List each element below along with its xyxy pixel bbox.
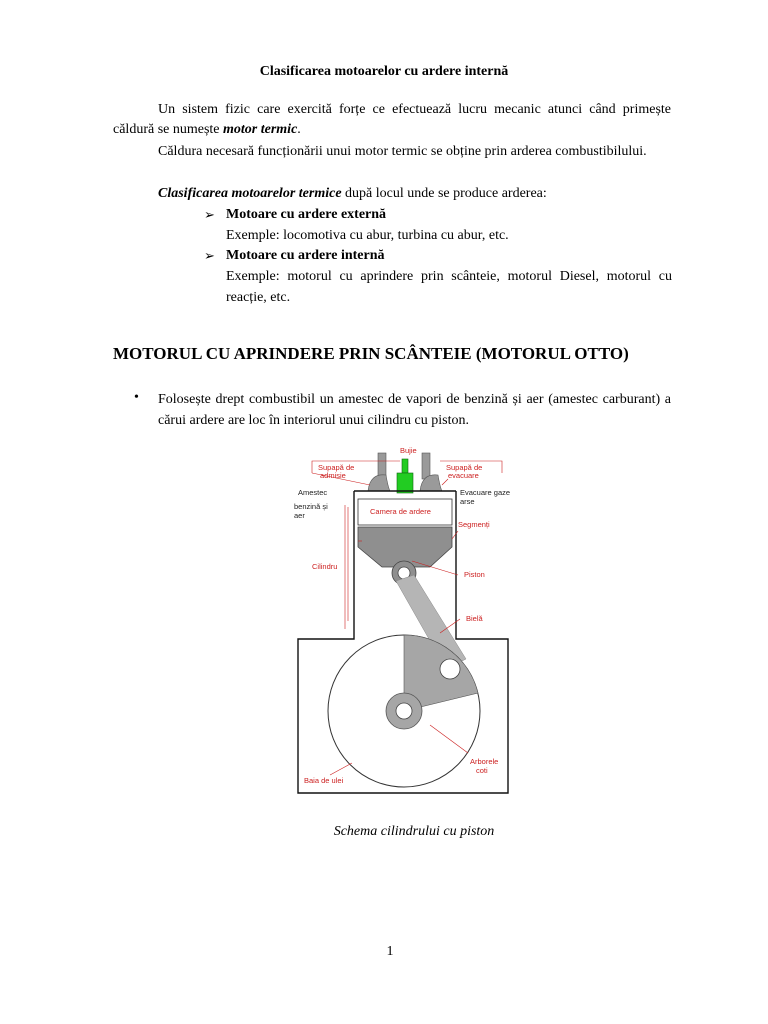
crankshaft-hole: [396, 703, 412, 719]
section-heading: MOTORUL CU APRINDERE PRIN SCÂNTEIE (MOTORUL OTTO): [113, 344, 629, 363]
document-title: Clasificarea motoarelor cu ardere internă: [259, 64, 509, 79]
intake-valve-head: [368, 475, 390, 491]
engine-diagram: [290, 443, 520, 803]
classification-term: Clasificarea motoarelor termice: [158, 186, 342, 201]
label-cilindru: Cilindru: [312, 562, 338, 571]
spark-plug-icon: [397, 473, 413, 493]
label-arbore-2: coti: [476, 766, 488, 775]
bullet-label: Motoare cu ardere externă: [226, 207, 387, 222]
spark-plug-top: [402, 459, 408, 473]
label-piston: Piston: [464, 570, 485, 579]
label-arbore-1: Arborele: [470, 757, 499, 766]
label-amestec: Amestec: [298, 488, 328, 497]
dot-bullet-icon: •: [134, 390, 139, 405]
label-exhaust-valve-1: Supapă de: [446, 463, 483, 472]
label-evacuare-2: arse: [460, 497, 475, 506]
arrow-bullet-icon: ➢: [204, 207, 215, 222]
intro-text: Un sistem fizic care exercită forțe ce efectuează lucru mecanic atunci când primește căldură se numește: [113, 102, 671, 137]
label-evacuare-1: Evacuare gaze: [460, 488, 511, 497]
label-intake-valve-2: admisie: [320, 471, 346, 480]
intro-paragraph-2: Căldura necesară funcționării unui motor termic se obține prin arderea combustibilului.: [158, 144, 647, 159]
arrow-bullet-icon: ➢: [204, 248, 215, 263]
intro-end: .: [297, 122, 301, 137]
label-baia: Baia de ulei: [304, 776, 344, 785]
crank-pin: [440, 659, 460, 679]
classification-paragraph: [113, 184, 671, 204]
section-paragraph: Folosește drept combustibil un amestec de vapori de benzină și aer (amestec carburant) a cărui ardere are loc în interiorul unui cilindru cu piston.: [158, 392, 671, 428]
label-benzina-2: aer: [294, 511, 305, 520]
label-intake-valve-1: Supapă de: [318, 463, 355, 472]
label-exhaust-valve-2: evacuare: [448, 471, 479, 480]
bullet-example: Exemple: locomotiva cu abur, turbina cu abur, etc.: [226, 228, 509, 243]
classification-text: după locul unde se produce arderea:: [341, 186, 547, 201]
label-segmenti: Segmenți: [458, 520, 490, 529]
label-benzina-1: benzină și: [294, 502, 328, 511]
term-motor-termic: motor termic: [223, 122, 298, 137]
label-bujie: Bujie: [400, 446, 417, 455]
intro-paragraph-1: [113, 100, 671, 140]
page-number: 1: [386, 944, 394, 959]
bullet-label: Motoare cu ardere internă: [226, 248, 385, 263]
figure-caption: Schema cilindrului cu piston: [333, 824, 495, 839]
label-camera: Camera de ardere: [370, 507, 431, 516]
bullet-example: Exemple: motorul cu aprindere prin scânteie, motorul Diesel, motorul cu reacție, etc.: [226, 269, 672, 305]
label-biela: Bielă: [466, 614, 483, 623]
engine-diagram-svg: [290, 443, 520, 803]
exhaust-valve-stem: [422, 453, 430, 479]
